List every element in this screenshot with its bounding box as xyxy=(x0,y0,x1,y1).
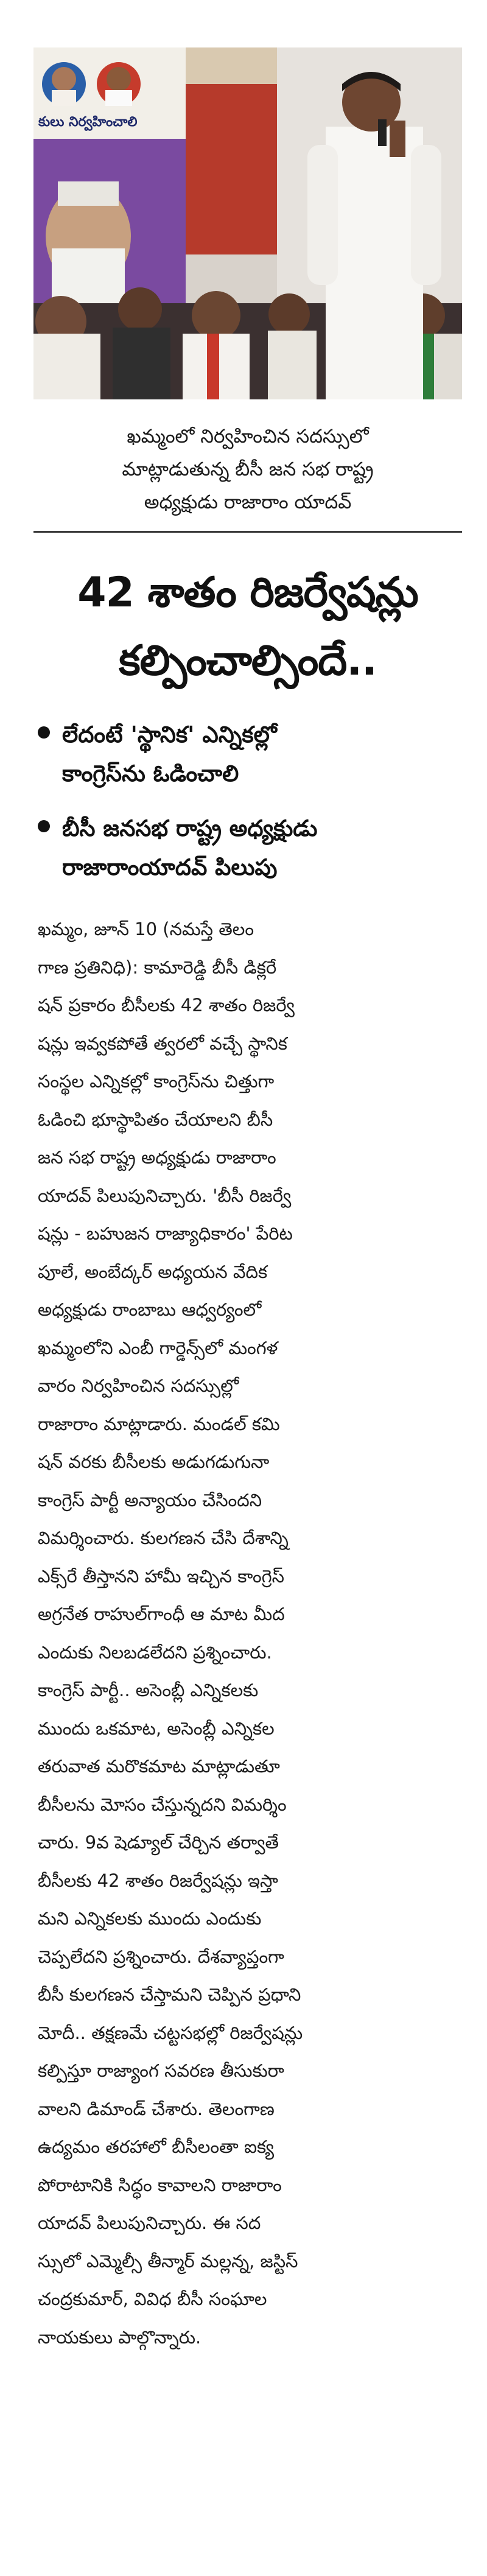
bullet-dot-icon xyxy=(38,820,50,832)
bullet-line: బీసీ జనసభ రాష్ట్ర అధ్యక్షుడు xyxy=(62,815,318,841)
article-line: బీసీలకు 42 శాతం రిజర్వేషన్లు ఇస్తా xyxy=(38,1870,278,1891)
article-line: యాదవ్ పిలుపునిచ్చారు. 'బీసీ రిజర్వే xyxy=(38,1185,292,1206)
article-line: ఖమ్మం, జూన్ 10 (నమస్తే తెలం xyxy=(38,919,254,939)
article-line: పూలే, అంబేద్కర్ అధ్యయన వేదిక xyxy=(38,1261,268,1282)
article-line: ఉద్యమం తరహాలో బీసీలంతా ఐక్య xyxy=(38,2136,274,2157)
article-line: గాణ ప్రతినిధి): కామారెడ్డి బీసీ డిక్లరే xyxy=(38,956,277,978)
article-line: పోరాటానికి సిద్ధం కావాలని రాజారాం xyxy=(38,2174,282,2195)
article-line: స్సులో ఎమ్మెల్సీ తీన్మార్ మల్లన్న, జస్టిస్ xyxy=(38,2250,298,2272)
article-line: వాలని డిమాండ్ చేశారు. తెలంగాణ xyxy=(38,2098,275,2119)
article-line: జన సభ రాష్ట్ర అధ్యక్షుడు రాజారాం xyxy=(38,1147,276,1168)
photo-caption xyxy=(33,420,462,519)
subheadline-bullets xyxy=(38,715,461,903)
headline xyxy=(33,559,462,695)
article-line: ముందు ఒకమాట, అసెంబ్లీ ఎన్నికల xyxy=(38,1718,275,1739)
caption-line: అధ్యక్షుడు రాజారాం యాదవ్ xyxy=(144,491,352,513)
event-photo-illustration xyxy=(33,47,462,399)
caption-line: ఖమ్మంలో నిర్వహించిన సదస్సులో xyxy=(127,426,369,447)
article-line: షన్లు ఇవ్వకపోతే త్వరలో వచ్చే స్థానిక xyxy=(38,1033,287,1054)
article-line: చెప్పలేదని ప్రశ్నించారు. దేశవ్యాప్తంగా xyxy=(38,1946,284,1967)
article-line: విమర్శించారు. కులగణన చేసి దేశాన్ని xyxy=(38,1528,289,1548)
article-line: మని ఎన్నికలకు ముందు ఎందుకు xyxy=(38,1908,262,1929)
article-line: యాదవ్ పిలుపునిచ్చారు. ఈ సద xyxy=(38,2213,261,2233)
article-line: బీసీ కులగణన చేస్తామని చెప్పిన ప్రధాని xyxy=(38,1984,301,2005)
article-line: కాంగ్రెస్ పార్టీ అన్యాయం చేసిందని xyxy=(38,1489,262,1511)
article-line: ఎక్స్‌రే తీస్తానని హామీ ఇచ్చిన కాంగ్రెస్ xyxy=(38,1565,285,1587)
article-line: కాంగ్రెస్ పార్టీ.. అసెంబ్లీ ఎన్నికలకు xyxy=(38,1680,259,1700)
article-line: రాజారాం మాట్లాడారు. మండల్ కమి xyxy=(38,1413,280,1434)
headline-line: 42 శాతం రిజర్వేషన్లు xyxy=(77,569,418,617)
headline-line: కల్పించాల్సిందే.. xyxy=(119,637,377,685)
article-line: మోదీ.. తక్షణమే చట్టసభల్లో రిజర్వేషన్లు xyxy=(38,2022,303,2043)
article-line: షన్ ప్రకారం బీసీలకు 42 శాతం రిజర్వే xyxy=(38,995,295,1016)
bullet-line: కాంగ్రెస్‌ను ఓడించాలి xyxy=(62,760,239,787)
bullet-line: రాజారాంయాదవ్ పిలుపు xyxy=(62,854,278,880)
article-line: చారు. 9వ షెడ్యూల్ చేర్చిన తర్వాతే xyxy=(38,1832,279,1853)
article-line: వారం నిర్వహించిన సదస్సుల్లో xyxy=(38,1375,239,1396)
article-line: బీసీలను మోసం చేస్తున్నదని విమర్శిం xyxy=(38,1794,287,1815)
article-line: చంద్రకుమార్, వివిధ బీసీ సంఘాల xyxy=(38,2289,267,2309)
article-body xyxy=(38,910,464,2356)
article-line: షన్ వరకు బీసీలకు అడుగడుగునా xyxy=(38,1451,270,1472)
article-line: ఖమ్మంలోని ఎంబీ గార్డెన్స్‌లో మంగళ xyxy=(38,1337,278,1358)
article-line: షన్లు - బహుజన రాజ్యాధికారం' పేరిట xyxy=(38,1223,293,1244)
article-line: సంస్థల ఎన్నికల్లో కాంగ్రెస్‌ను చిత్తుగా xyxy=(38,1071,275,1092)
event-photo xyxy=(33,47,462,399)
article-line: అధ్యక్షుడు రాంబాబు ఆధ్వర్యంలో xyxy=(38,1299,262,1320)
bullet-line: లేదంటే 'స్థానిక' ఎన్నికల్లో xyxy=(62,721,277,748)
article-line: నాయకులు పాల్గొన్నారు. xyxy=(38,2326,201,2348)
article-line: తరువాత మరొకమాట మాట్లాడుతూ xyxy=(38,1756,280,1777)
caption-divider xyxy=(33,531,462,533)
article-line: అగ్రనేత రాహుల్‌గాంధీ ఆ మాట మీద xyxy=(38,1604,285,1624)
bullet-dot-icon xyxy=(38,726,50,739)
banner-text: కులు నిర్వహించాలి xyxy=(38,114,138,130)
article-line: ఓడించి భూస్థాపితం చేయాలని బీసీ xyxy=(38,1109,273,1130)
bullet-point xyxy=(38,809,461,887)
article-line: ఎందుకు నిలబడలేదని ప్రశ్నించారు. xyxy=(38,1641,272,1663)
article-line: కల్పిస్తూ రాజ్యాంగ సవరణ తీసుకురా xyxy=(38,2060,284,2081)
bullet-point xyxy=(38,715,461,793)
caption-line: మాట్లాడుతున్న బీసీ జన సభ రాష్ట్ర xyxy=(122,458,374,480)
